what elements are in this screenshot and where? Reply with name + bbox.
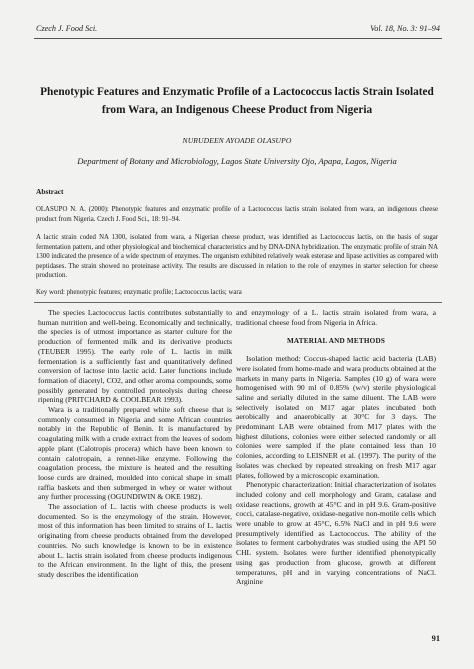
intro-paragraph-1: The species Lactococcus lactis contributes substantially to human nutrition and well-being. Economically and technically, the species is of utmost importance as starter culture for the production of fermented milk and its derivative products (TEUBER 1995). The early role of L. lactis in milk fermentation is a sufficiently fast and quantitatively defined conversion of lactose into lactic acid. Later functions include formation of diacetyl, CO2, and other aroma compounds, some possibly generated by controlled proteolysis during cheese ripening (PRITCHARD & COOLBEAR 1993).: [38, 308, 232, 405]
abstract-heading: Abstract: [36, 187, 64, 196]
abstract-text: A lactic strain coded NA 1300, isolated from wara, a Nigerian cheese product, was identified as Lactococcus lactis, on the basis of sugar fermentation pattern, and other physiological and biochemical characteristics and by DNA-DNA hybridization. The enzymatic profile of strain NA 1300 indicated the presence of a wide spectrum of enzymes. The organism exhibited relatively weak esterase and lipase activities as compared with peptidases. The strain showed no proteinase activity. The results are discussed in relation to the role of enzymes in starter selection for cheese production.: [36, 234, 438, 280]
left-column: [38, 308, 232, 580]
header-rule: [34, 38, 442, 39]
author-name: NURUDEEN AYOADE OLASUPO: [182, 136, 292, 145]
intro-paragraph-3: The association of L. lactis with cheese products is well documented. So is the enzymology of the strain. However, most of this information has been limited to strains of L. lactis originating from cheese products obtained from the developed countries. No such knowledge is known to be in existence about L. lactis strain isolated from cheese products indigenous to the African environment. In the light of this, the present study describes the identification: [38, 502, 232, 579]
journal-name: Czech J. Food Sci.: [36, 24, 98, 33]
page-number: 91: [431, 634, 440, 643]
methods-paragraph-isolation: Isolation method: Coccus-shaped lactic acid bacteria (LAB) were isolated from home-made and wara products obtained at the markets in many parts in Nigeria. Samples (10 g) of wara were homogenised with 90 ml of 0.85% (w/v) sterile physiological saline and serially diluted in the same diluent. The LAB were selectively isolated on M17 agar plates incubated both aerobically and anaerobically at 30°C for 3 days. The predominant LAB were obtained from M17 plates with the highest dilutions, colonies were either selected randomly or all colonies were sampled if the plate contained less than 10 colonies, according to LEISNER et al. (1997). The purity of the isolates was checked by repeated streaking on fresh M17 agar plates, followed by a microscopic examination.: [236, 354, 436, 480]
keywords: Key word: phenotypic features; enzymatic profile; Lactococcus lactis; wara: [36, 289, 242, 296]
author-affiliation: Department of Botany and Microbiology, Lagos State University Ojo, Apapa, Lagos, Nigeria: [77, 156, 397, 166]
methods-paragraph-phenotypic: Phenotypic characterization: Initial characterization of isolates included colony and cell morphology and Gram, catalase and oxidase reactions, growth at 45°C and in pH 9.6. Gram-positive cocci, catalase-negative, oxidase-negative non-motile cells which were unable to grow at 45°C, 6.5% NaCl and in pH 9.6 were presumptively identified as Lactococcus. The ability of the isolates to ferment carbohydrates was studied using the API 50 CHL system. Isolates were further identified phenotypically using gas production from glucose, growth at different temperatures, pH and in varying concentrations of NaCl. Arginine: [236, 480, 436, 587]
section-heading-methods: MATERIAL AND METHODS: [286, 337, 386, 346]
intro-paragraph-2: Wara is a traditionally prepared white soft cheese that is commonly consumed in Nigeria and some African countries notably in the Republic of Benin. It is manufactured by coagulating milk with a crude extract from the leaves of sodom apple plant (Calotropis procera) which have been known to contain calotropain, a rennet-like enzyme. Following the coagulation process, the mixture is heated and the resulting loose curds are drained, moulded into conical shape in small raffia baskets and then submerged in whey or water without any further processing (OGUNDIWIN & OKE 1982).: [38, 405, 232, 502]
volume-info: Vol. 18, No. 3: 91–94: [370, 24, 440, 33]
abstract-rule: [34, 302, 442, 303]
article-title: Phenotypic Features and Enzymatic Profile of a Lactococcus lactis Strain Isolated from Wara, an Indigenous Cheese Product from Nigeria: [40, 86, 434, 116]
abstract-citation: OLASUPO N. A. (2000): Phenotypic features and enzymatic profile of a Lactococcus lactis strain isolated from wara, an indigenous cheese product from Nigeria. Czech J. Food Sci., 18: 91–94.: [36, 206, 438, 223]
right-column: [236, 308, 436, 587]
intro-paragraph-continued: and enzymology of a L. lactis strain isolated from wara, a traditional cheese food from Nigeria in Africa.: [236, 308, 436, 327]
